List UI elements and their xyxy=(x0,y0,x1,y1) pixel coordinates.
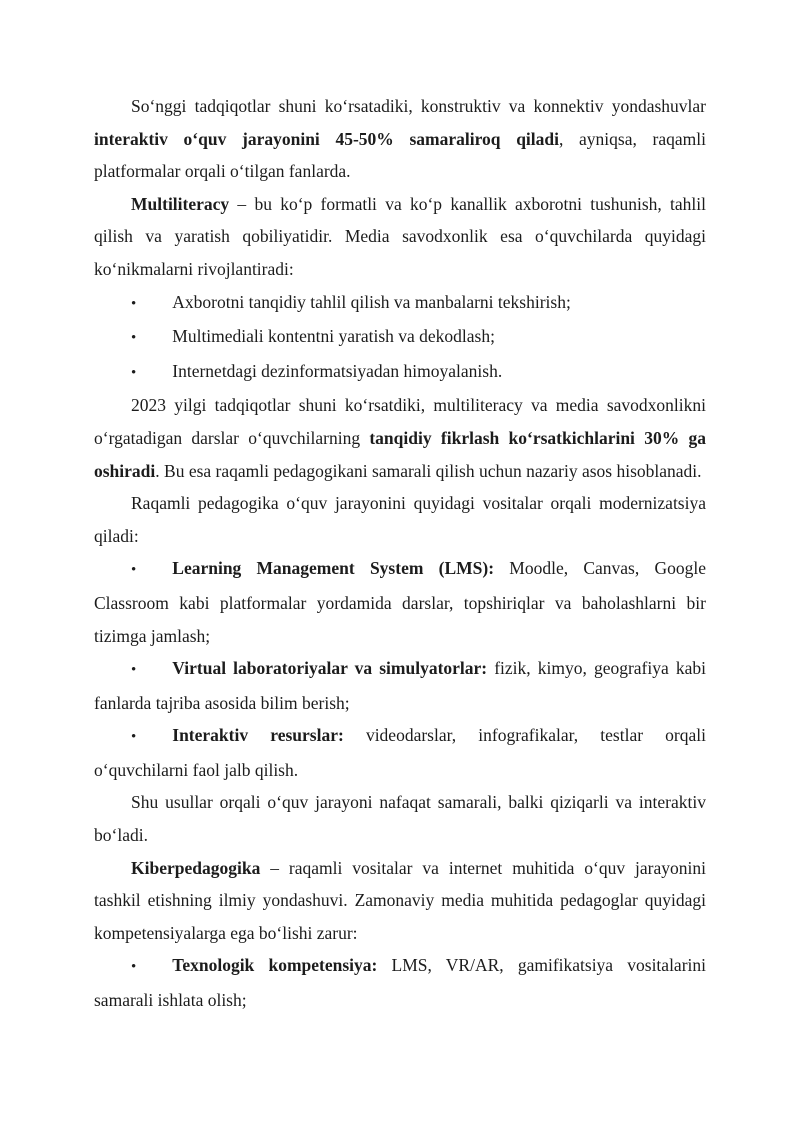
text-run: LMS, VR/AR, gamifikatsiya vositalarini samarali ishlata olish; xyxy=(94,955,706,1011)
bold-text-run: Interaktiv resurslar: xyxy=(172,725,344,746)
paragraph xyxy=(94,852,706,950)
bullet-icon: • xyxy=(131,295,137,312)
bullet-icon: • xyxy=(131,364,137,381)
text-run: videodarslar, infografikalar, testlar orqali o‘quvchilarni faol jalb qilish. xyxy=(94,725,707,780)
bullet-item xyxy=(94,286,706,321)
document-content xyxy=(94,90,706,1017)
bullet-item xyxy=(94,949,706,1016)
text-run: Raqamli pedagogika o‘quv jarayonini quyidagi vositalar orqali modernizatsiya qiladi: xyxy=(94,493,706,546)
text-run: – bu ko‘p formatli va ko‘p kanallik axborotni tushunish, tahlil qilish va yaratish qobiliyatidir. Media savodxonlik esa o‘quvchilarda quyidagi ko‘nikmalarni rivojlantiradi: xyxy=(94,193,706,279)
text-run: – raqamli vositalar va internet muhitida o‘quv jarayonini tashkil etishning ilmiy yondashuvi. Zamonaviy media muhitida pedagoglar quyidagi kompetensiyalarga ega bo‘lishi zarur: xyxy=(94,857,706,943)
bold-text-run: Learning Management System (LMS): xyxy=(172,558,495,579)
bold-text-run: Virtual laboratoriyalar va simulyatorlar: xyxy=(172,658,488,679)
bold-text-run: Multiliteracy xyxy=(131,193,230,214)
paragraph xyxy=(94,487,706,552)
text-run: , ayniqsa, raqamli platformalar orqali o‘tilgan fanlarda. xyxy=(94,128,706,182)
text-run: Multimediali kontentni yaratish va dekodlash; xyxy=(172,326,495,347)
text-run: So‘nggi tadqiqotlar shuni ko‘rsatadiki, konstruktiv va konnektiv yondashuvlar xyxy=(131,96,706,116)
bold-text-run: tanqidiy fikrlash ko‘rsatkichlarini 30% ga oshiradi xyxy=(94,427,706,481)
text-run: Shu usullar orqali o‘quv jarayoni nafaqat samarali, balki qiziqarli va interaktiv bo‘ladi. xyxy=(94,792,706,846)
bullet-icon: • xyxy=(131,729,137,746)
bullet-item xyxy=(94,719,706,786)
bullet-item xyxy=(94,320,706,355)
paragraph xyxy=(94,389,706,487)
paragraph xyxy=(94,188,706,286)
bullet-item xyxy=(94,652,706,719)
text-run: Moodle, Canvas, Google Classroom kabi platformalar yordamida darslar, topshiriqlar va baholashlarni bir tizimga jamlash; xyxy=(94,558,706,646)
bullet-item xyxy=(94,355,706,390)
paragraph xyxy=(94,90,706,188)
bullet-item xyxy=(94,552,706,652)
paragraph xyxy=(94,786,706,851)
text-run: Axborotni tanqidiy tahlil qilish va manbalarni tekshirish; xyxy=(172,291,571,312)
bullet-icon: • xyxy=(131,662,137,679)
bold-text-run: Texnologik kompetensiya: xyxy=(172,955,378,976)
bold-text-run: Kiberpedagogika xyxy=(131,857,261,878)
bold-text-run: interaktiv o‘quv jarayonini 45-50% samaraliroq qiladi xyxy=(94,128,559,149)
text-run: 2023 yilgi tadqiqotlar shuni ko‘rsatdiki, multiliteracy va media savodxonlikni o‘rgatadigan darslar o‘quvchilarning xyxy=(94,395,706,448)
bullet-icon: • xyxy=(131,959,137,976)
bullet-icon: • xyxy=(131,330,137,347)
text-run: . Bu esa raqamli pedagogikani samarali qilish uchun nazariy asos hisoblanadi. xyxy=(155,460,702,481)
text-run: Internetdagi dezinformatsiyadan himoyalanish. xyxy=(172,360,503,381)
bullet-icon: • xyxy=(131,562,137,579)
text-run: fizik, kimyo, geografiya kabi fanlarda tajriba asosida bilim berish; xyxy=(94,658,706,713)
